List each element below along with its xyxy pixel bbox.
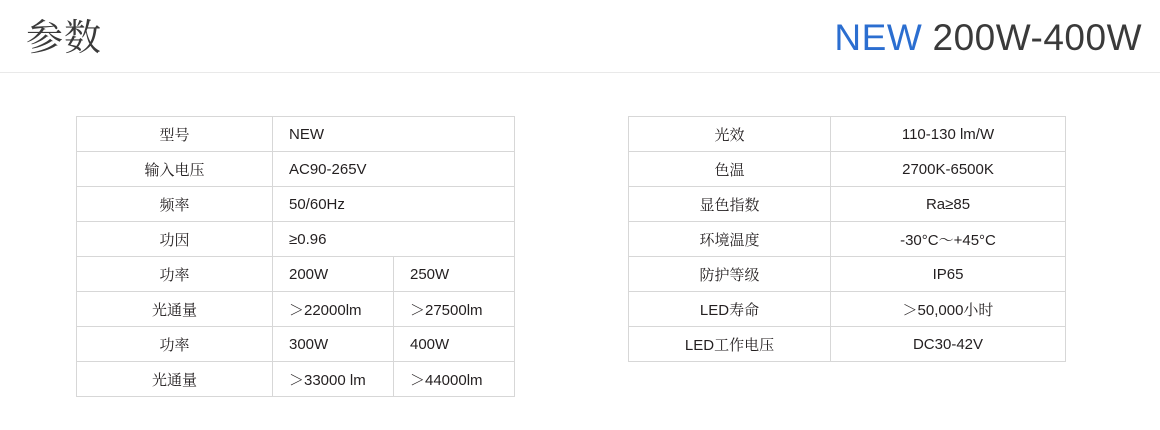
- spec-value: ≥0.96: [273, 222, 515, 257]
- spec-value-secondary: ＞27500lm: [394, 292, 515, 327]
- table-row: [629, 257, 1066, 292]
- table-row: [77, 187, 515, 222]
- spec-value-secondary: ＞44000lm: [394, 362, 515, 397]
- table-row: [77, 327, 515, 362]
- table-row: [629, 292, 1066, 327]
- spec-label: 光通量: [77, 292, 273, 327]
- spec-value: AC90-265V: [273, 152, 515, 187]
- spec-label: 色温: [629, 152, 831, 187]
- left-spec-table: [76, 116, 515, 397]
- spec-label: 频率: [77, 187, 273, 222]
- spec-value: ＞33000 lm: [273, 362, 394, 397]
- spec-label: 环境温度: [629, 222, 831, 257]
- page-title: 参数: [26, 17, 102, 58]
- spec-label: 功率: [77, 327, 273, 362]
- spec-label: 输入电压: [77, 152, 273, 187]
- header-divider: [0, 72, 1160, 73]
- page-header: [0, 0, 1160, 72]
- spec-label: 功因: [77, 222, 273, 257]
- table-row: [629, 187, 1066, 222]
- spec-label: 显色指数: [629, 187, 831, 222]
- spec-value: 200W: [273, 257, 394, 292]
- spec-value: DC30-42V: [831, 327, 1066, 362]
- spec-value: 110-130 lm/W: [831, 117, 1066, 152]
- spec-value: ＞50,000小时: [831, 292, 1066, 327]
- spec-value: ＞22000lm: [273, 292, 394, 327]
- product-model-heading: [834, 14, 1142, 62]
- table-row: [77, 362, 515, 397]
- spec-value: -30°C～+45°C: [831, 222, 1066, 257]
- table-row: [77, 257, 515, 292]
- spec-label: 光效: [629, 117, 831, 152]
- table-row: [629, 117, 1066, 152]
- spec-value-secondary: 400W: [394, 327, 515, 362]
- table-row: [77, 117, 515, 152]
- spec-value: Ra≥85: [831, 187, 1066, 222]
- spec-label: LED寿命: [629, 292, 831, 327]
- product-new-label: NEW: [834, 17, 923, 58]
- table-row: [77, 152, 515, 187]
- table-row: [629, 327, 1066, 362]
- spec-label: 光通量: [77, 362, 273, 397]
- table-row: [77, 292, 515, 327]
- spec-value: NEW: [273, 117, 515, 152]
- spec-label: LED工作电压: [629, 327, 831, 362]
- right-spec-table: [628, 116, 1066, 362]
- spec-value: 2700K-6500K: [831, 152, 1066, 187]
- spec-label: 防护等级: [629, 257, 831, 292]
- table-row: [77, 222, 515, 257]
- table-row: [629, 222, 1066, 257]
- spec-label: 型号: [77, 117, 273, 152]
- spec-value: 50/60Hz: [273, 187, 515, 222]
- spec-label: 功率: [77, 257, 273, 292]
- table-row: [629, 152, 1066, 187]
- spec-value: 300W: [273, 327, 394, 362]
- product-watt-range: 200W-400W: [932, 17, 1142, 58]
- spec-value-secondary: 250W: [394, 257, 515, 292]
- spec-value: IP65: [831, 257, 1066, 292]
